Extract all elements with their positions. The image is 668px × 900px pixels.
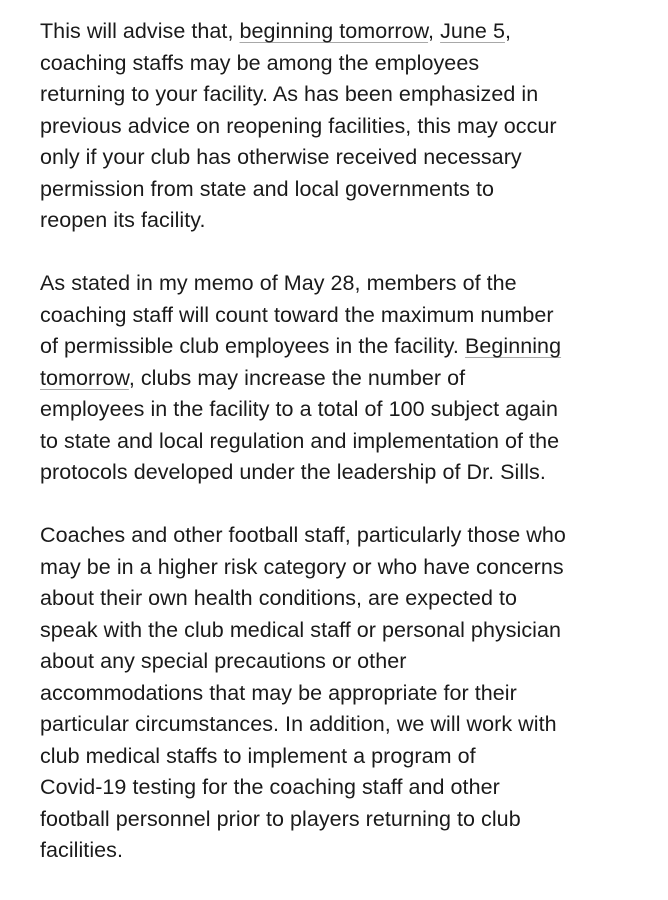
text-segment: club medical staffs to implement a program of [40, 743, 476, 768]
text-line [40, 331, 660, 363]
text-line [40, 111, 660, 143]
document-body [40, 16, 660, 867]
text-line [40, 583, 660, 615]
text-line [40, 16, 660, 48]
text-segment: This will advise that, [40, 19, 240, 43]
text-line [40, 772, 660, 804]
text-line [40, 520, 660, 552]
text-segment: Coaches and other football staff, particularly those who [40, 523, 566, 547]
text-segment: As stated in my memo of May 28, members of the [40, 271, 517, 295]
text-line [40, 300, 660, 332]
paragraph [40, 520, 660, 867]
text-segment: coaching staffs may be among the employees [40, 50, 480, 75]
text-line [40, 79, 660, 111]
text-segment: facilities. [40, 838, 123, 862]
date-link[interactable]: beginning tomorrow [239, 19, 429, 43]
text-segment: returning to your facility. As has been emphasized in [40, 82, 539, 106]
text-line [40, 205, 660, 237]
text-segment: may be in a higher risk category or who have concerns [40, 554, 564, 579]
text-line [40, 174, 660, 206]
paragraph [40, 16, 660, 237]
text-line [40, 646, 660, 678]
text-segment: Covid-19 testing for the coaching staff and other [40, 775, 500, 799]
text-line [40, 457, 660, 489]
text-segment: about any special precautions or other [40, 649, 407, 673]
text-line [40, 678, 660, 710]
text-segment: employees in the facility to a total of 100 subject again [40, 397, 558, 421]
text-segment: of permissible club employees in the facility. [40, 334, 465, 358]
text-segment: speak with the club medical staff or personal physician [40, 617, 562, 642]
text-line [40, 142, 660, 174]
text-segment: coaching staff will count toward the maximum number [40, 302, 554, 327]
text-segment: particular circumstances. In addition, we will work with [40, 712, 557, 736]
text-line [40, 268, 660, 300]
text-segment: to state and local regulation and implementation of the [40, 428, 560, 453]
text-line [40, 615, 660, 647]
text-segment: , [428, 19, 441, 43]
date-link[interactable]: Beginning [464, 334, 562, 358]
date-link[interactable]: tomorrow [40, 365, 129, 390]
text-line [40, 363, 660, 395]
text-segment: previous advice on reopening facilities, this may occur [40, 113, 557, 138]
text-segment: protocols developed under the leadership of Dr. Sills. [40, 460, 546, 484]
text-line [40, 48, 660, 80]
paragraph [40, 268, 660, 489]
text-line [40, 552, 660, 584]
text-segment: reopen its facility. [40, 208, 206, 232]
text-line [40, 394, 660, 426]
text-segment: , [504, 19, 511, 43]
text-segment: permission from state and local governments to [40, 176, 495, 201]
text-segment: accommodations that may be appropriate for their [40, 680, 517, 705]
text-segment: about their own health conditions, are expected to [40, 586, 518, 610]
text-line [40, 804, 660, 836]
text-segment: only if your club has otherwise received necessary [40, 145, 522, 169]
text-line [40, 709, 660, 741]
text-line [40, 741, 660, 773]
text-segment: , clubs may increase the number of [128, 365, 466, 390]
text-segment: football personnel prior to players returning to club [40, 806, 521, 831]
text-line [40, 835, 660, 867]
date-link[interactable]: June 5 [440, 19, 505, 43]
text-line [40, 426, 660, 458]
